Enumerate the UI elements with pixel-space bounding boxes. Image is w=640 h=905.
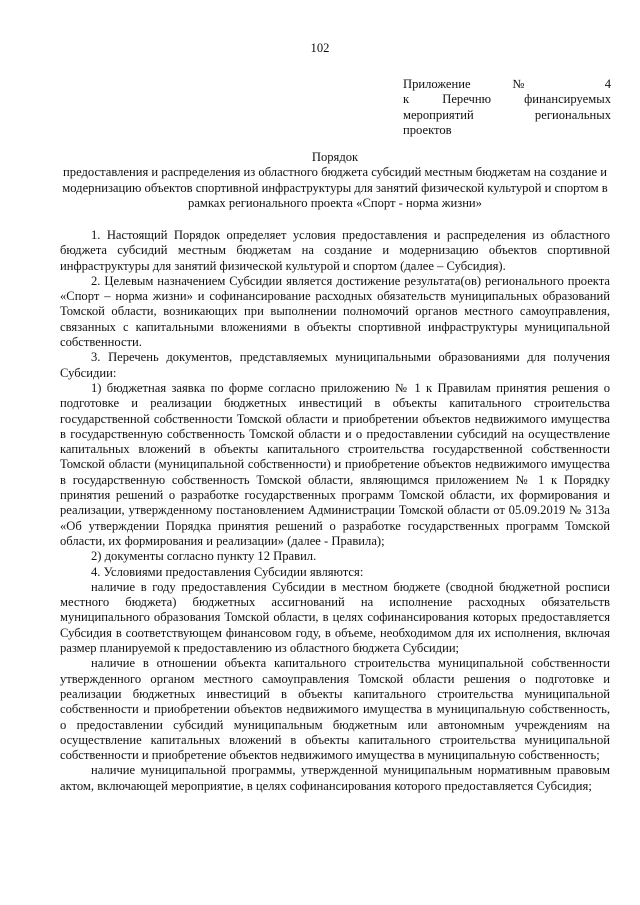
appendix-line: проектов <box>403 122 452 137</box>
paragraph: наличие в году предоставления Субсидии в местном бюджете (сводной бюджетной росписи местного бюджета) бюджетных ассигнований на исполнение расходных обязательств муниципального образования Томской области, в целях софинансирования которых предоставляется Субсидия в соответствующем финансовом году, в объеме, необходимом для их исполнения, включая размер планируемой к предоставлению из областного бюджета Субсидии; <box>60 579 610 656</box>
paragraph: 3. Перечень документов, представляемых муниципальными образованиями для получения Субсидии: <box>60 350 610 380</box>
paragraph: 2) документы согласно пункту 12 Правил. <box>91 549 317 564</box>
document-subtitle: предоставления и распределения из областного бюджета субсидий местным бюджетам на создание и модернизацию объектов спортивной инфраструктуры для занятий физической культурой и спортом в рамках регионального проекта «Спорт - норма жизни» <box>62 165 608 210</box>
document-body <box>60 228 610 794</box>
paragraph: 4. Условиями предоставления Субсидии являются: <box>91 564 364 579</box>
document-title: Порядок <box>311 150 359 164</box>
paragraph: 1) бюджетная заявка по форме согласно приложению № 1 к Правилам принятия решения о подготовке и реализации бюджетных инвестиций в объекты капитального строительства государственной собственности Томской области и приобретении объектов недвижимого имущества в государственную собственность Томской области и о предоставлении субсидий на осуществление капитальных вложений в объекты капитального строительства государственной собственности Томской области (муниципальной собственности) и приобретение объектов недвижимого имущества в государственную собственность Томской области, являющимся приложением № 1 к Порядку принятия решений о разработке государственных программ Томской области, их формирования и реализации, утвержденному постановлением Администрации Томской области от 05.09.2019 № 313а «Об утверждении Порядка принятия решений о разработке государственных программ Томской области, их формирования и реализации» (далее - Правила); <box>60 380 610 548</box>
paragraph: наличие муниципальной программы, утвержденной муниципальным нормативным правовым актом, включающей мероприятие, в целях софинансирования которого предоставляется Субсидия; <box>60 763 610 793</box>
document-heading <box>60 150 610 211</box>
paragraph: 2. Целевым назначением Субсидии является достижение результата(ов) регионального проекта «Спорт – норма жизни» и софинансирование расходных обязательств муниципальных образований Томской области, возникающих при выполнении полномочий органов местного самоуправления, связанных с капитальными вложениями в объекты спортивной инфраструктуры муниципальной собственности. <box>60 273 610 350</box>
appendix-line: Приложение № 4 <box>403 77 611 91</box>
appendix-header <box>403 77 611 138</box>
appendix-line: мероприятий региональных <box>403 107 611 122</box>
paragraph: наличие в отношении объекта капитального строительства муниципальной собственности утвержденного органом местного самоуправления Томской области решения о подготовке и реализации бюджетных инвестиций в объекты капитального строительства муниципальной собственности и приобретении объектов недвижимого имущества в муниципальную собственность, о предоставлении субсидий муниципальным бюджетным или автономным учреждениям на осуществление капитальных вложений в объекты капитального строительства муниципальной собственности и приобретение объектов недвижимого имущества в муниципальную собственность; <box>60 656 610 763</box>
appendix-line: к Перечню финансируемых <box>403 92 611 107</box>
page-number: 102 <box>310 41 330 55</box>
paragraph: 1. Настоящий Порядок определяет условия предоставления и распределения из областного бюджета субсидий местным бюджетам на создание и модернизацию объектов спортивной инфраструктуры для занятий физической культурой и спортом (далее – Субсидия). <box>60 228 610 273</box>
